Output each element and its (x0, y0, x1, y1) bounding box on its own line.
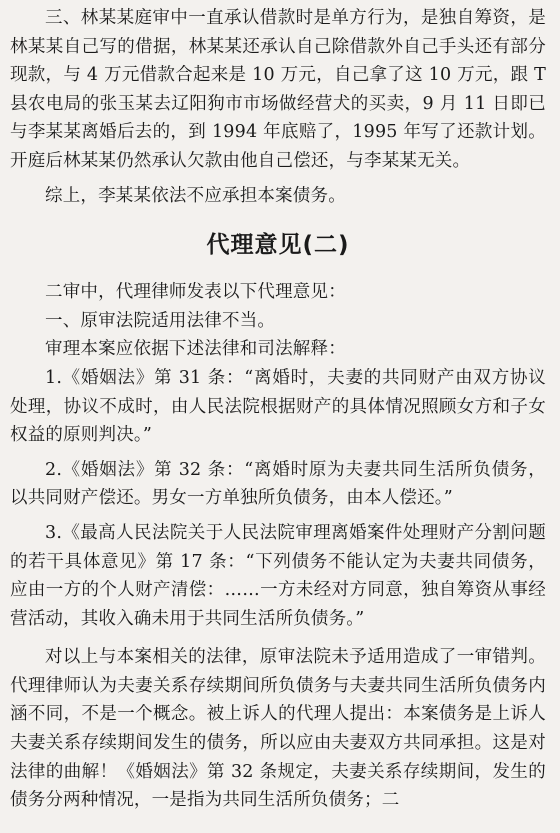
paragraph-opinion-17: 3.《最高人民法院关于人民法院审理离婚案件处理财产分割问题的若干具体意见》第 17 条：“下列债务不能认定为夫妻共同债务，应由一方的个人财产清偿：……一方未经对方同意，独自筹资从事经营活动，其收入确未用于共同生活所负债务。” (10, 522, 546, 629)
paragraph-law-31: 1.《婚姻法》第 31 条：“离婚时，夫妻的共同财产由双方协议处理，协议不成时，由人民法院根据财产的具体情况照顾女方和子女权益的原则判决。” (10, 367, 546, 446)
paragraph-intro: 二审中，代理律师发表以下代理意见： (45, 282, 346, 303)
section-heading: 代理意见(二) (206, 232, 350, 259)
paragraph-point-one: 一、原审法院适用法律不当。 (45, 310, 276, 331)
paragraph-point-three: 三、林某某庭审中一直承认借款时是单方行为，是独自筹资，是林某某自己写的借据，林某某还承认自己除借款外自己手头还有部分现款，与 4 万元借款合起来是 10 万元，自己拿了这 10 万元，跟 T 县农电局的张玉某去辽阳狗市市场做经营犬的买卖，9 月 11 日即已与李某某离婚后去的，到 1994 年底赔了，1995 年写了还款计划。开庭后林某某仍然承认欠款由他自己偿还，与李某某无关。 (10, 8, 552, 171)
paragraph-argument: 对以上与本案相关的法律，原审法院未予适用造成了一审错判。代理律师认为夫妻关系存续期间所负债务与夫妻共同生活所负债务内涵不同，不是一个概念。被上诉人的代理人提出：本案债务是上诉人夫妻关系存续期间发生的债务，所以应由夫妻双方共同承担。这是对法律的曲解！《婚姻法》第 32 条规定，夫妻关系存续期间，发生的债务分两种情况，一是指为共同生活所负债务；二 (10, 647, 546, 811)
paragraph-conclusion: 综上，李某某依法不应承担本案债务。 (45, 185, 346, 206)
paragraph-legal-basis: 审理本案应依据下述法律和司法解释： (45, 339, 346, 360)
paragraph-law-32: 2.《婚姻法》第 32 条：“离婚时原为夫妻共同生活所负债务，以共同财产偿还。男女一方单独所负债务，由本人偿还。” (10, 459, 546, 509)
